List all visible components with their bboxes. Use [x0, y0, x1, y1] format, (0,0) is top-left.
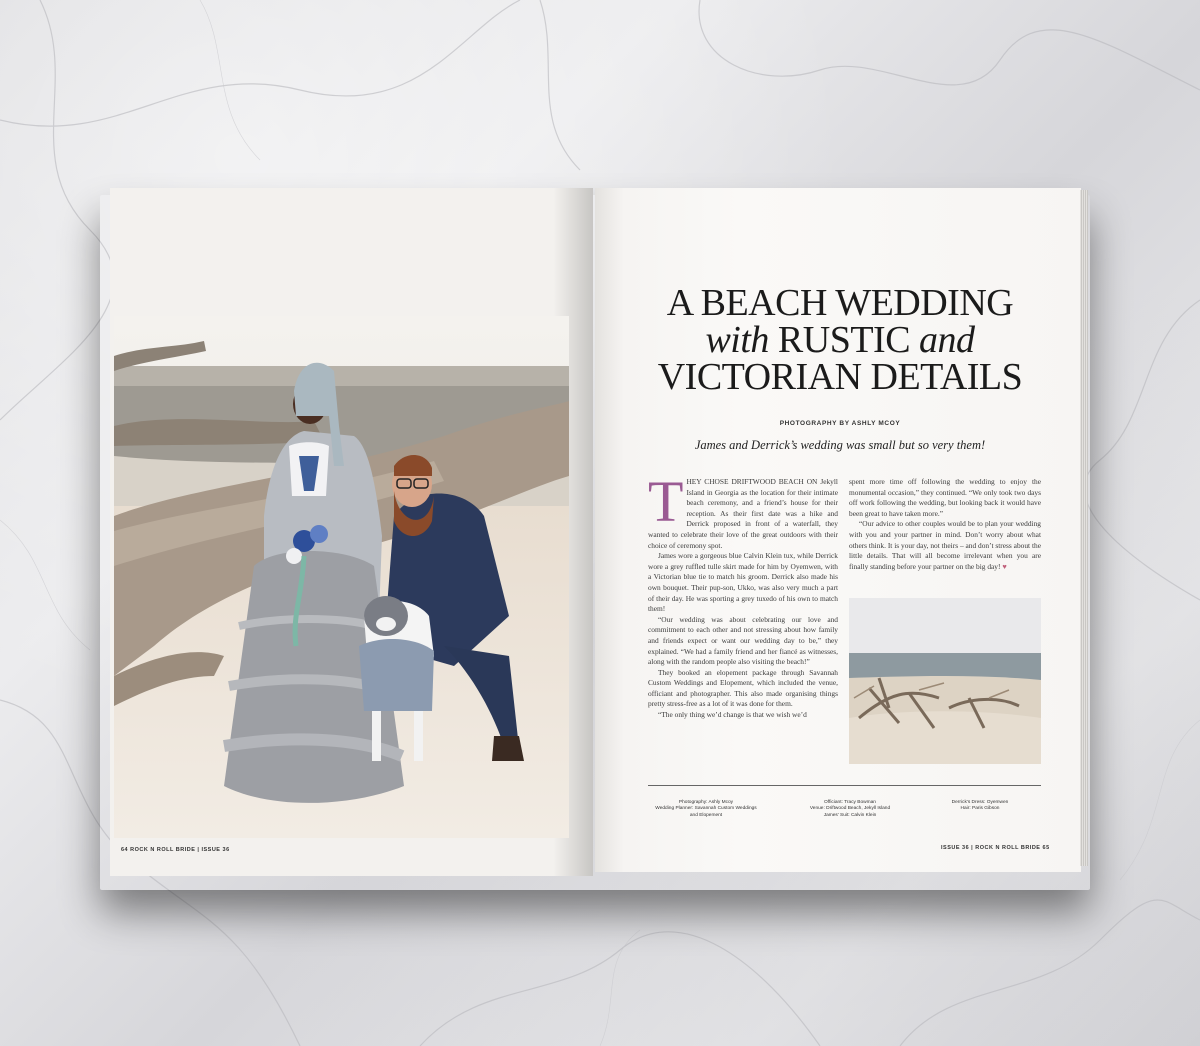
- standfirst: James and Derrick’s wedding was small but so very them!: [694, 438, 986, 452]
- credits-column-1: [640, 800, 772, 819]
- headline-line-3: VICTORIAN DETAILS: [657, 356, 1023, 398]
- credits-column-2: [790, 800, 910, 819]
- paragraph: “Our advice to other couples would be to plan your wedding with you and your partner in mind. Don’t worry about what others think. It is your day, not theirs – and don’t stress about the little details. That will all become irrelevant when you are finally standing before your partner on the big day! ♥: [849, 519, 1041, 571]
- headline-and: and: [919, 319, 975, 361]
- credit-line: Hair: Paris Gibson: [960, 806, 1000, 812]
- credits-divider: [648, 785, 1041, 786]
- paragraph: “The only thing we’d change is that we wish we’d: [658, 710, 807, 720]
- body-column-2: [849, 477, 1041, 572]
- paragraph: James wore a gorgeous blue Calvin Klein tux, while Derrick wore a grey ruffled tulle skirt made for him by Oyemwen, with a Victorian blue tie to match his groom. Derrick also made his own bouquet. Their pup-son, Ukko, was also very much a part of their day. He was sporting a grey tuxedo of his own to match them!: [648, 551, 838, 614]
- headline-rustic: RUSTIC: [777, 319, 911, 361]
- lead-in: HEY CHOSE DRIFTWOOD BEACH ON: [686, 477, 818, 486]
- paragraph: “Our wedding was about celebrating our love and commitment to each other and not stressing about how family and friends expect or want our wedding day to be,” they explained. “We had a family friend and her fiancé as witnesses, along with the random people also visiting the beach!”: [648, 614, 838, 667]
- wedding-couple-photo: [114, 316, 569, 838]
- left-page-folio: 64 ROCK N ROLL BRIDE | ISSUE 36: [121, 847, 230, 853]
- credits-column-3: [920, 800, 1040, 813]
- paragraph: They booked an elopement package through Savannah Custom Weddings and Elopement, which included the venue, officiant and photographer. This also made organising things pretty stress-free as a lot of it was done for them.: [648, 667, 838, 709]
- credit-line: Venue: Driftwood Beach, Jekyll Island: [809, 806, 891, 812]
- page-edges: [1080, 190, 1088, 866]
- credit-line: Wedding Planner: Savannah Custom Weddings: [655, 806, 757, 812]
- body-column-1: [648, 469, 838, 721]
- drop-cap: T: [648, 469, 684, 534]
- heart-icon: ♥: [1002, 561, 1007, 571]
- credit-line: James’ Suit: Calvin Klein: [823, 812, 877, 818]
- headline-line-1: A BEACH WEDDING: [666, 282, 1014, 324]
- headline-with: with: [705, 319, 769, 361]
- photography-credit: PHOTOGRAPHY BY ASHLY MCOY: [779, 420, 901, 427]
- right-page-folio: ISSUE 36 | ROCK N ROLL BRIDE 65: [941, 845, 1050, 851]
- driftwood-beach-photo: [849, 598, 1041, 764]
- paragraph: spent more time off following the wedding to enjoy the monumental occasion,” they continued. “We only took two days off work following the wedding, but looking back it would have been great to have taken more.”: [849, 477, 1041, 518]
- credit-line: Officiant: Tracy Bowman: [824, 800, 876, 805]
- credit-line: Derrick’s Dress: Oyemwen: [951, 800, 1009, 805]
- headline-line-2: [620, 319, 1060, 361]
- credit-line: and Elopement: [689, 812, 723, 818]
- article-headline: [620, 282, 1060, 398]
- credit-line: Photography: Ashly Mcoy: [678, 800, 734, 805]
- paragraph: THEY CHOSE DRIFTWOOD BEACH ON Jekyll Island in Georgia as the location for their intimate beach ceremony, and a friend’s house for their reception. As their first date was a hike and Derrick proposed in front of a waterfall, they wanted to celebrate their love of the great outdoors with their choice of ceremony spot.: [648, 469, 838, 550]
